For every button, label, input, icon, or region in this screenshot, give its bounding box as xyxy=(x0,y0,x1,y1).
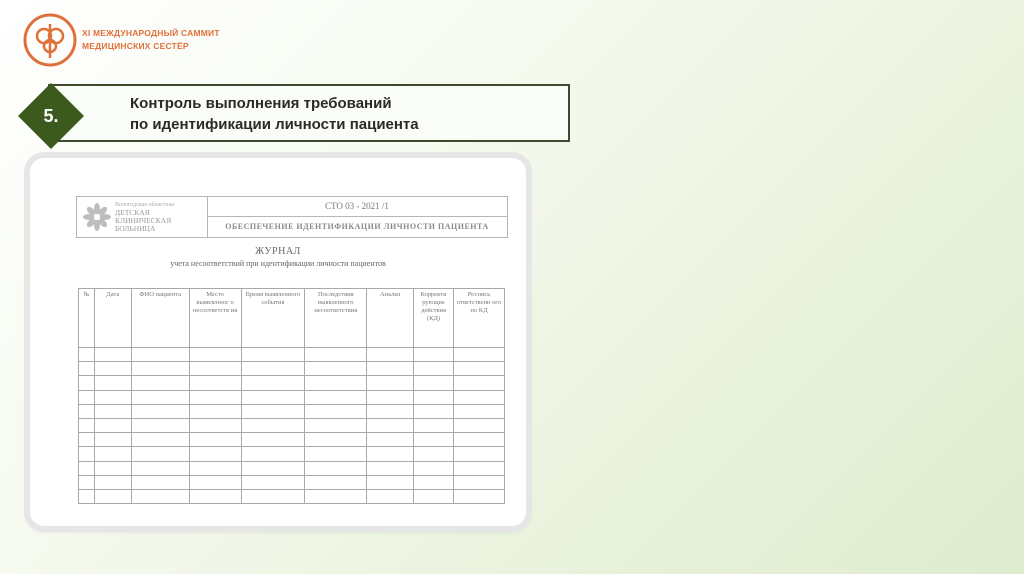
table-cell xyxy=(94,362,131,376)
slide-number: 5. xyxy=(43,105,59,126)
col-header: Анализ xyxy=(367,289,414,348)
table-cell xyxy=(414,447,454,461)
table-cell xyxy=(189,447,241,461)
journal-subtitle: учета несоответствий при идентификации личности пациентов xyxy=(170,259,386,268)
table-cell xyxy=(79,433,95,447)
table-cell xyxy=(94,461,131,475)
table-cell xyxy=(454,433,505,447)
table-cell xyxy=(189,461,241,475)
table-cell xyxy=(414,390,454,404)
table-row xyxy=(79,461,505,475)
org-block xyxy=(77,197,208,237)
table-cell xyxy=(131,475,189,489)
table-cell xyxy=(79,475,95,489)
table-cell xyxy=(79,489,95,503)
table-cell xyxy=(454,362,505,376)
table-cell xyxy=(414,418,454,432)
journal-table xyxy=(78,288,505,504)
table-cell xyxy=(367,348,414,362)
table-cell xyxy=(94,348,131,362)
table-row xyxy=(79,489,505,503)
table-cell xyxy=(94,475,131,489)
table-cell xyxy=(367,376,414,390)
table-cell xyxy=(414,348,454,362)
table-row xyxy=(79,433,505,447)
table-cell xyxy=(241,418,305,432)
table-cell xyxy=(367,390,414,404)
table-cell xyxy=(94,447,131,461)
table-cell xyxy=(454,475,505,489)
table-cell xyxy=(305,433,367,447)
hospital-logo-icon xyxy=(83,203,111,231)
table-cell xyxy=(79,447,95,461)
table-cell xyxy=(414,433,454,447)
table-cell xyxy=(241,489,305,503)
table-cell xyxy=(94,489,131,503)
col-header: Корректи рующие действия (КД) xyxy=(414,289,454,348)
table-cell xyxy=(305,447,367,461)
table-cell xyxy=(131,404,189,418)
table-cell xyxy=(454,404,505,418)
table-cell xyxy=(131,390,189,404)
table-cell xyxy=(131,489,189,503)
table-cell xyxy=(189,390,241,404)
table-cell xyxy=(189,433,241,447)
table-cell xyxy=(94,433,131,447)
col-header: № xyxy=(79,289,95,348)
table-cell xyxy=(414,461,454,475)
table-cell xyxy=(79,390,95,404)
col-header: Последствия выявленного несоответствия xyxy=(305,289,367,348)
table-cell xyxy=(414,404,454,418)
table-row xyxy=(79,447,505,461)
table-row xyxy=(79,376,505,390)
table-cell xyxy=(367,433,414,447)
table-cell xyxy=(367,447,414,461)
table-cell xyxy=(189,348,241,362)
org-name: Вологодская областная ДЕТСКАЯ КЛИНИЧЕСКАЯ БОЛЬНИЦА xyxy=(115,202,174,233)
col-header: Роспись ответственн ого по КД xyxy=(454,289,505,348)
table-cell xyxy=(454,390,505,404)
table-cell xyxy=(414,475,454,489)
col-header: Место выявленног о несоответств ия xyxy=(189,289,241,348)
table-cell xyxy=(131,433,189,447)
document-code: СТО 03 - 2021 /1 xyxy=(207,197,507,217)
table-cell xyxy=(454,348,505,362)
document-header xyxy=(76,196,508,238)
standard-name: ОБЕСПЕЧЕНИЕ ИДЕНТИФИКАЦИИ ЛИЧНОСТИ ПАЦИЕНТА xyxy=(225,222,489,231)
table-cell xyxy=(305,404,367,418)
table-cell xyxy=(241,475,305,489)
table-cell xyxy=(241,447,305,461)
slide-title: Контроль выполнения требований по идентификации личности пациента xyxy=(130,95,419,133)
table-header-row xyxy=(79,289,505,348)
table-cell xyxy=(241,390,305,404)
table-cell xyxy=(189,418,241,432)
table-cell xyxy=(367,404,414,418)
table-cell xyxy=(131,418,189,432)
table-cell xyxy=(414,376,454,390)
table-cell xyxy=(79,376,95,390)
table-row xyxy=(79,362,505,376)
col-header: Дата xyxy=(94,289,131,348)
col-header: ФИО пациента xyxy=(131,289,189,348)
table-row xyxy=(79,475,505,489)
table-row xyxy=(79,418,505,432)
table-cell xyxy=(241,348,305,362)
table-cell xyxy=(189,475,241,489)
journal-document xyxy=(40,168,516,514)
table-cell xyxy=(241,404,305,418)
col-header: Время выявленного события xyxy=(241,289,305,348)
summit-logo-icon xyxy=(22,12,78,68)
table-row xyxy=(79,390,505,404)
table-cell xyxy=(367,461,414,475)
table-cell xyxy=(454,489,505,503)
table-cell xyxy=(414,362,454,376)
table-cell xyxy=(454,447,505,461)
table-cell xyxy=(241,376,305,390)
table-cell xyxy=(367,489,414,503)
table-cell xyxy=(305,362,367,376)
table-cell xyxy=(241,362,305,376)
table-cell xyxy=(94,376,131,390)
summit-title: XI МЕЖДУНАРОДНЫЙ САММИТ МЕДИЦИНСКИХ СЕСТЁР xyxy=(82,28,220,51)
table-cell xyxy=(189,376,241,390)
table-cell xyxy=(94,390,131,404)
table-cell xyxy=(305,418,367,432)
table-cell xyxy=(79,404,95,418)
table-cell xyxy=(241,461,305,475)
table-cell xyxy=(305,489,367,503)
table-cell xyxy=(305,475,367,489)
table-row xyxy=(79,404,505,418)
table-row xyxy=(79,348,505,362)
table-cell xyxy=(189,362,241,376)
table-cell xyxy=(131,447,189,461)
table-cell xyxy=(79,461,95,475)
table-cell xyxy=(94,418,131,432)
table-cell xyxy=(414,489,454,503)
journal-title: ЖУРНАЛ xyxy=(255,246,301,257)
table-cell xyxy=(79,348,95,362)
table-cell xyxy=(189,404,241,418)
table-cell xyxy=(94,404,131,418)
table-cell xyxy=(189,489,241,503)
table-cell xyxy=(79,362,95,376)
table-cell xyxy=(131,461,189,475)
table-cell xyxy=(241,433,305,447)
table-cell xyxy=(305,461,367,475)
table-cell xyxy=(454,418,505,432)
table-cell xyxy=(131,362,189,376)
table-cell xyxy=(367,475,414,489)
table-cell xyxy=(305,376,367,390)
table-cell xyxy=(454,461,505,475)
table-cell xyxy=(454,376,505,390)
table-cell xyxy=(131,376,189,390)
table-cell xyxy=(79,418,95,432)
table-cell xyxy=(305,348,367,362)
table-cell xyxy=(367,362,414,376)
table-cell xyxy=(131,348,189,362)
table-cell xyxy=(305,390,367,404)
table-cell xyxy=(367,418,414,432)
